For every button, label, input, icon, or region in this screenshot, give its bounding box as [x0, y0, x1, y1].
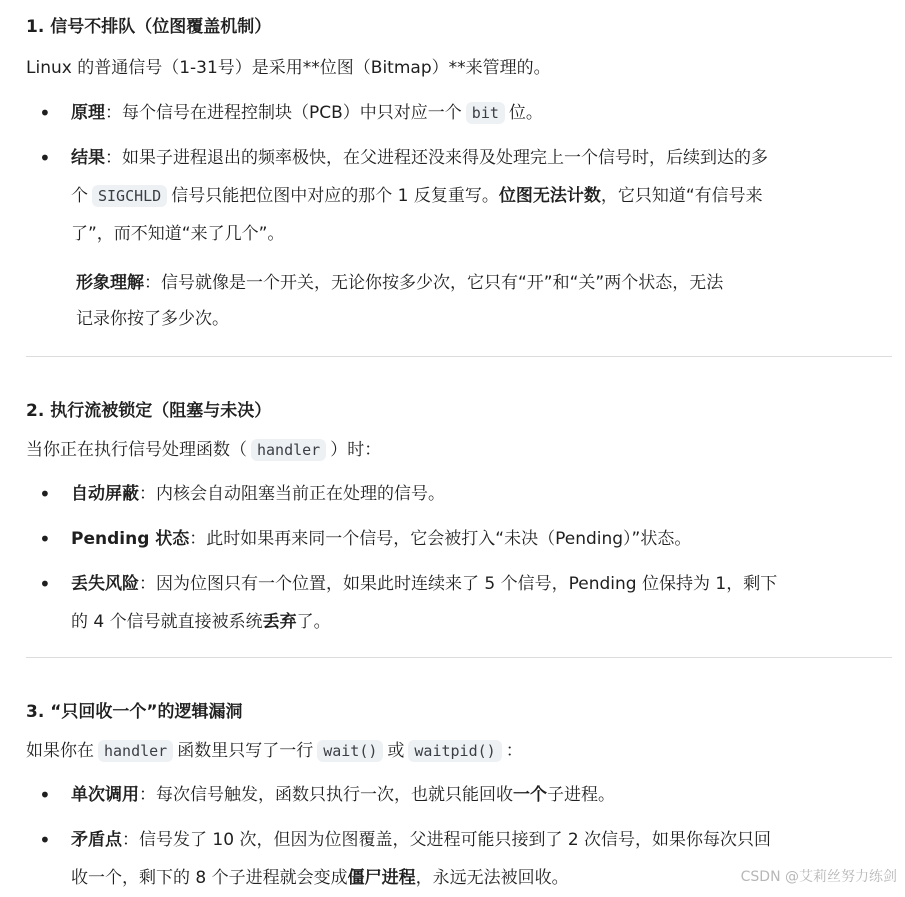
- item-bold: 僵尸进程: [347, 868, 416, 888]
- watermark: CSDN @艾莉丝努力练剑: [740, 869, 897, 885]
- section3-title: 3. “只回收一个”的逻辑漏洞: [26, 702, 243, 722]
- bullet-icon: •: [39, 783, 51, 807]
- item-label: 结果: [71, 148, 105, 168]
- list-item: [26, 94, 892, 132]
- bullet-icon: •: [39, 146, 51, 170]
- quote-label: 形象理解: [76, 273, 144, 293]
- item-bold: 丢弃: [262, 612, 297, 632]
- inline-code: waitpid(): [408, 740, 501, 762]
- bullet-icon: •: [39, 101, 51, 125]
- inline-code: handler: [98, 740, 173, 762]
- section1-title: 1. 信号不排队（位图覆盖机制）: [26, 17, 272, 37]
- item-label: Pending 状态: [71, 529, 190, 549]
- item-text: 的 4 个信号就直接被系统: [71, 612, 263, 632]
- item-text: 了”，而不知道“来了几个”。: [71, 224, 285, 244]
- item-label: 丢失风险: [71, 574, 139, 594]
- section3-intro: 如果你在 handler 函数里只写了一行 wait() 或 waitpid() ：: [26, 741, 523, 761]
- divider: [26, 657, 892, 658]
- blockquote: [76, 265, 856, 337]
- item-text: ：信号发了 10 次，但因为位图覆盖，父进程可能只接到了 2 次信号，如果你每次只回: [122, 830, 772, 850]
- item-label: 矛盾点: [71, 830, 122, 850]
- divider: [26, 356, 892, 357]
- item-text: ：此时如果再来同一个信号，它会被打入“未决（Pending）”状态。: [189, 529, 692, 549]
- inline-code: SIGCHLD: [92, 185, 167, 207]
- item-text: ：每个信号在进程控制块（PCB）中只对应一个: [105, 103, 462, 123]
- item-bold: 一个: [513, 785, 547, 805]
- item-text: ：内核会自动阻塞当前正在处理的信号。: [139, 484, 445, 504]
- item-text: ：因为位图只有一个位置，如果此时连续来了 5 个信号，Pending 位保持为 1，剩下: [139, 574, 778, 594]
- quote-text: 记录你按了多少次。: [76, 309, 229, 329]
- section2-intro: 当你正在执行信号处理函数（ handler ）时：: [26, 440, 382, 460]
- item-text: ：如果子进程退出的频率极快，在父进程还没来得及处理完上一个信号时，后续到达的多: [105, 148, 768, 168]
- list-item: [26, 776, 892, 814]
- item-text: ，永远无法被回收。: [415, 868, 569, 888]
- section2-title: 2. 执行流被锁定（阻塞与未决）: [26, 401, 272, 421]
- list-item: [26, 139, 892, 253]
- item-label: 原理: [71, 103, 105, 123]
- item-text: 个: [71, 186, 88, 206]
- list-item: [26, 565, 892, 641]
- bullet-icon: •: [39, 828, 51, 852]
- list-item: [26, 520, 892, 558]
- item-text: 信号只能把位图中对应的那个 1 反复重写。: [171, 186, 499, 206]
- list-item: [26, 475, 892, 513]
- item-text: 了。: [296, 612, 331, 632]
- item-text: 位。: [508, 103, 543, 123]
- section1-intro: Linux 的普通信号（1-31号）是采用**位图（Bitmap）**来管理的。: [26, 58, 551, 78]
- quote-text: ：信号就像是一个开关，无论你按多少次，它只有“开”和“关”两个状态，无法: [144, 273, 724, 293]
- item-text: 子进程。: [547, 785, 615, 805]
- item-bold: 位图无法计数: [498, 186, 601, 206]
- bullet-icon: •: [39, 572, 51, 596]
- item-label: 单次调用: [71, 785, 139, 805]
- item-text: ：每次信号触发，函数只执行一次，也就只能回收: [139, 785, 513, 805]
- item-text: 收一个，剩下的 8 个子进程就会变成: [71, 868, 348, 888]
- inline-code: wait(): [317, 740, 383, 762]
- inline-code: handler: [251, 439, 326, 461]
- bullet-icon: •: [39, 527, 51, 551]
- item-text: ，它只知道“有信号来: [600, 186, 763, 206]
- item-label: 自动屏蔽: [71, 484, 139, 504]
- bullet-icon: •: [39, 482, 51, 506]
- inline-code: bit: [466, 102, 505, 124]
